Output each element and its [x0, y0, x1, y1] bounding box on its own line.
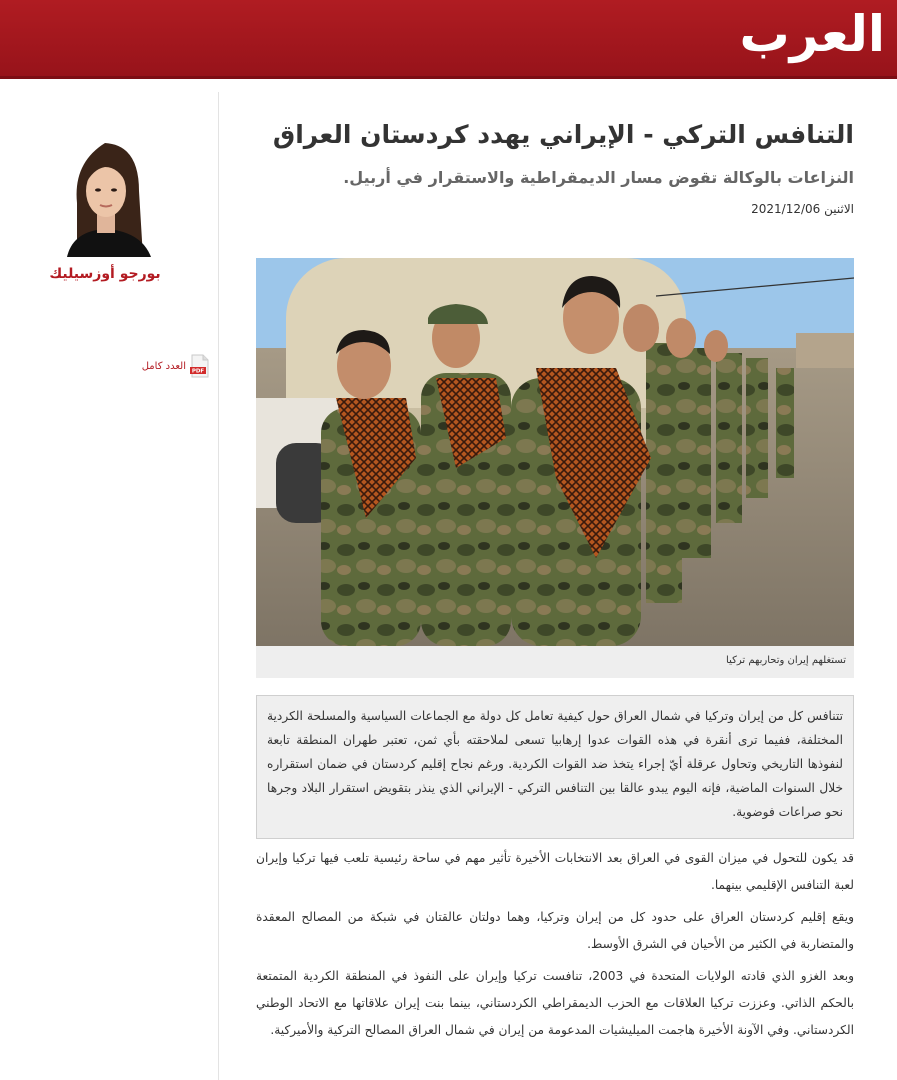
full-issue-pdf-link[interactable] [130, 354, 210, 378]
pdf-badge: PDF [191, 368, 205, 375]
article-headline: التنافس التركي - الإيراني يهدد كردستان العراق [272, 120, 854, 149]
article-paragraph: ويقع إقليم كردستان العراق على حدود كل من إيران وتركيا، وهما دولتان عالقتان في شبكة من المصالح المعقدة والمتضاربة في الكثير من الأحيان في الشرق الأوسط. [256, 910, 854, 951]
article-date: الاثنين 2021/12/06 [751, 202, 854, 216]
article-paragraph: وبعد الغزو الذي قادته الولايات المتحدة في 2003، تنافست تركيا وإيران على النفوذ في المنطقة الكردية المتمتعة بالحكم الذاتي. وعززت تركيا العلاقات مع الحزب الديمقراطي الكردستاني، بينما بنت إيران علاقاتها مع الاتحاد الوطني الكردستاني. وفي الآونة الأخيرة هاجمت الميليشيات المدعومة من إيران في شمال العراق المصالح التركية والأميركية. [256, 969, 854, 1037]
site-header [0, 0, 897, 79]
image-caption-bar [256, 646, 854, 678]
author-avatar[interactable] [47, 133, 165, 257]
article-intro-box [256, 695, 854, 839]
author-name[interactable]: بورجو أوزسيليك [49, 266, 161, 282]
full-issue-label: العدد كامل [141, 360, 186, 372]
site-logo[interactable]: العرب [739, 5, 885, 63]
article-paragraph: قد يكون للتحول في ميزان القوى في العراق بعد الانتخابات الأخيرة تأثير مهم في ساحة رئيسية تلعب فيها تركيا وإيران لعبة التنافس الإقليمي بينهما. [256, 851, 854, 892]
article-hero-image[interactable] [256, 258, 854, 646]
image-caption: تستغلهم إيران وتحاربهم تركيا [726, 655, 846, 666]
article-intro: تتنافس كل من إيران وتركيا في شمال العراق حول كيفية تعامل كل دولة مع الجماعات السياسية والمسلحة الكردية المختلفة، ففيما ترى أنقرة في هذه القوات عدوا إرهابيا تسعى لملاحقته بأي ثمن، تعتبر طهران المنطقة تابعة لنفوذها التاريخي وتحاول عرقلة أيّ إجراء يتخذ ضد القوات الكردية. ورغم نجاح إقليم كردستان في ضمان استقراره خلال السنوات الماضية، فإنه اليوم يبدو عالقا بين التنافس التركي - الإيراني الذي ينذر بتقويض استقرار البلاد وجرها نحو صراعات فوضوية. [267, 709, 843, 819]
pdf-icon [190, 354, 210, 378]
column-divider [218, 92, 219, 1080]
article-subheadline: النزاعات بالوكالة تقوض مسار الديمقراطية والاستقرار في أربيل. [343, 168, 854, 187]
